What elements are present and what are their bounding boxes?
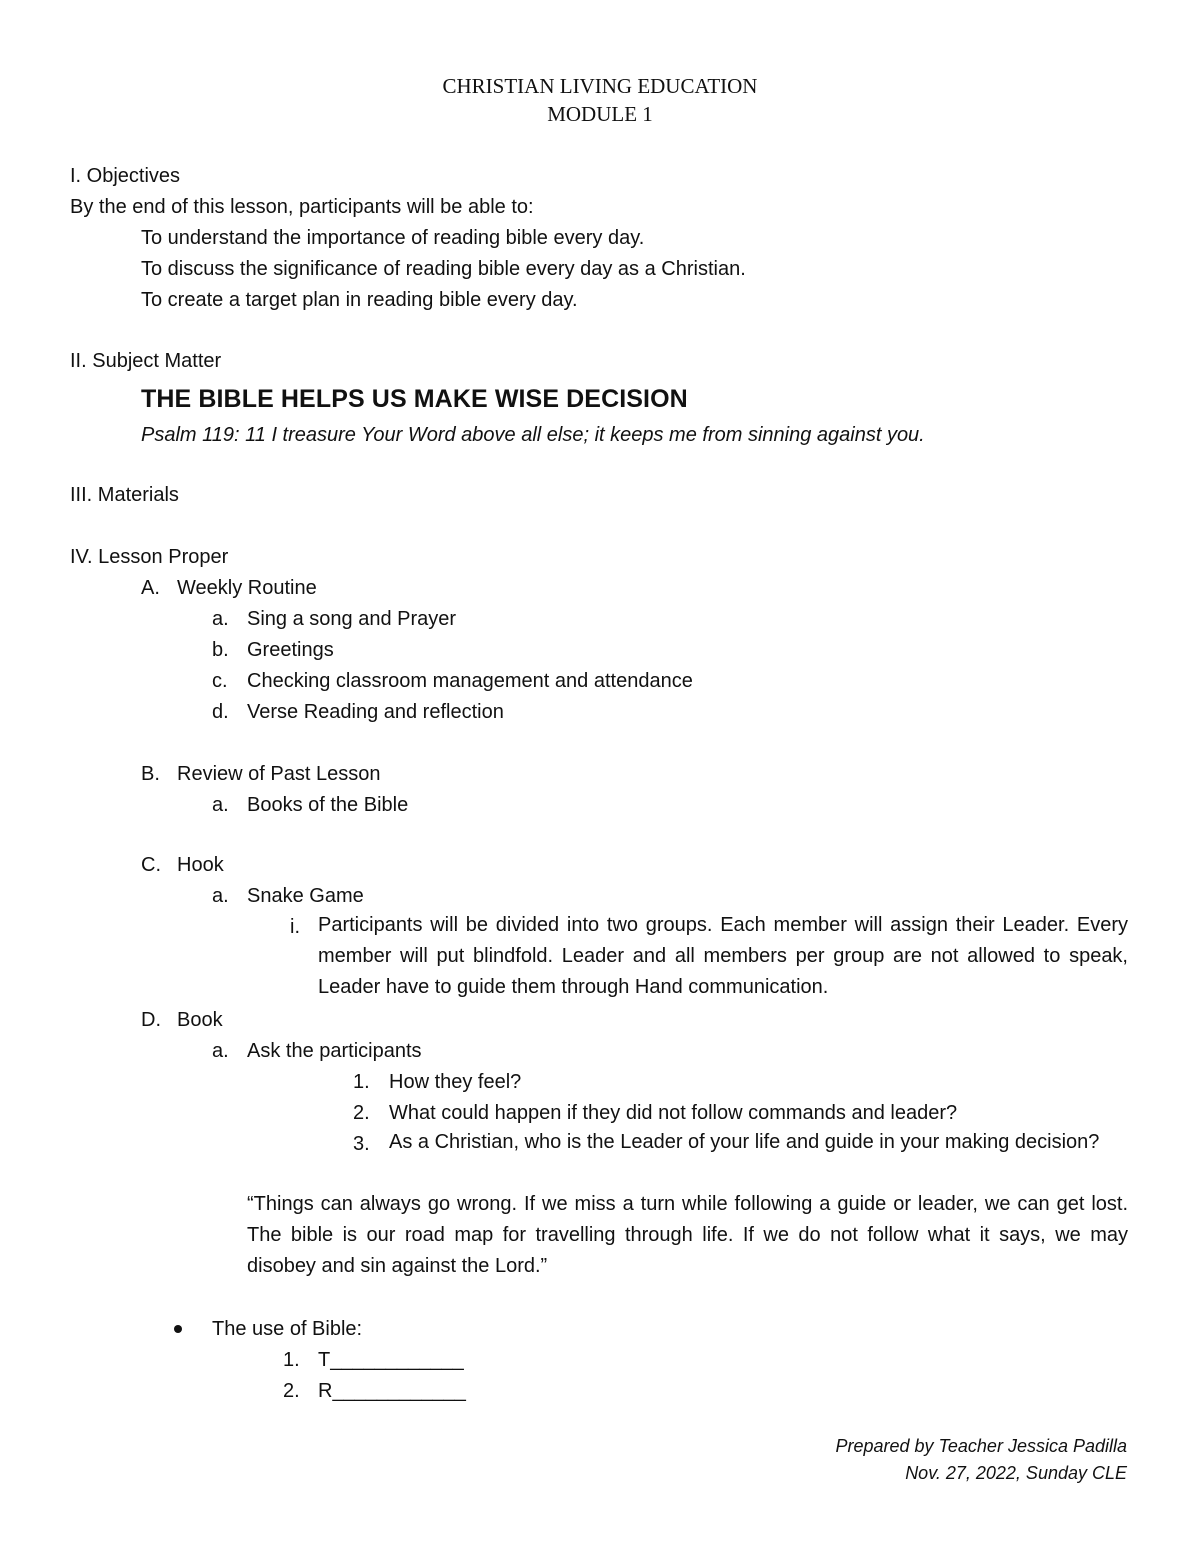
- list-item: Snake Game: [247, 885, 364, 907]
- use-of-bible-label: The use of Bible:: [212, 1318, 363, 1340]
- list-marker: 1.: [283, 1349, 300, 1371]
- list-item: Greetings: [247, 639, 334, 661]
- list-item: Verse Reading and reflection: [247, 701, 504, 723]
- prepared-by: Prepared by Teacher Jessica Padilla: [835, 1436, 1127, 1456]
- subject-heading: II. Subject Matter: [70, 350, 222, 372]
- list-marker: d.: [212, 701, 229, 723]
- list-item: Checking classroom management and attendance: [247, 670, 693, 692]
- objective-item: To understand the importance of reading bible every day.: [141, 227, 645, 249]
- game-instructions: Participants will be divided into two groups. Each member will assign their Leader. Every member will put blindfold. Leader and all members per group are not allowed to speak, Leader have to guide them through Hand communication.: [318, 914, 1128, 998]
- section-label: Book: [177, 1009, 223, 1031]
- section-label: Review of Past Lesson: [177, 763, 381, 785]
- list-marker: c.: [212, 670, 228, 692]
- lesson-heading: IV. Lesson Proper: [70, 546, 229, 568]
- section-marker: B.: [141, 763, 160, 785]
- question-marker: 3.: [353, 1133, 370, 1155]
- list-marker: a.: [212, 794, 229, 816]
- list-marker: b.: [212, 639, 229, 661]
- section-marker: D.: [141, 1009, 161, 1031]
- list-marker: a.: [212, 885, 229, 907]
- scripture-verse: Psalm 119: 11 I treasure Your Word above all else; it keeps me from sinning against you.: [141, 424, 925, 446]
- fill-in-blank: T____________: [318, 1349, 464, 1371]
- module-label: MODULE 1: [547, 102, 653, 126]
- list-marker: a.: [212, 608, 229, 630]
- question-marker: 1.: [353, 1071, 370, 1093]
- objectives-intro: By the end of this lesson, participants will be able to:: [70, 196, 534, 218]
- fill-in-blank: R____________: [318, 1380, 466, 1402]
- question-item: How they feel?: [389, 1071, 522, 1093]
- document-title: CHRISTIAN LIVING EDUCATION: [442, 74, 758, 98]
- section-label: Weekly Routine: [177, 577, 317, 599]
- list-item: Sing a song and Prayer: [247, 608, 457, 630]
- footer-date: Nov. 27, 2022, Sunday CLE: [905, 1463, 1127, 1483]
- bullet-icon: [174, 1325, 182, 1333]
- section-marker: A.: [141, 577, 160, 599]
- objectives-heading: I. Objectives: [70, 165, 181, 187]
- list-marker: i.: [290, 916, 300, 938]
- list-item: Ask the participants: [247, 1040, 422, 1062]
- question-item: What could happen if they did not follow commands and leader?: [389, 1102, 958, 1124]
- objective-item: To create a target plan in reading bible every day.: [141, 289, 578, 311]
- objective-item: To discuss the significance of reading bible every day as a Christian.: [141, 258, 746, 280]
- materials-heading: III. Materials: [70, 484, 179, 506]
- list-marker: a.: [212, 1040, 229, 1062]
- lesson-title: THE BIBLE HELPS US MAKE WISE DECISION: [141, 385, 688, 413]
- question-item: As a Christian, who is the Leader of your life and guide in your making decision?: [389, 1131, 1100, 1153]
- list-marker: 2.: [283, 1380, 300, 1402]
- list-item: Books of the Bible: [247, 794, 409, 816]
- lesson-quote: “Things can always go wrong. If we miss a turn while following a guide or leader, we can get lost. The bible is our road map for travelling through life. If we do not follow what it says, we may disobey and sin against the Lord.”: [247, 1193, 1128, 1277]
- section-marker: C.: [141, 854, 161, 876]
- question-marker: 2.: [353, 1102, 370, 1124]
- section-label: Hook: [177, 854, 224, 876]
